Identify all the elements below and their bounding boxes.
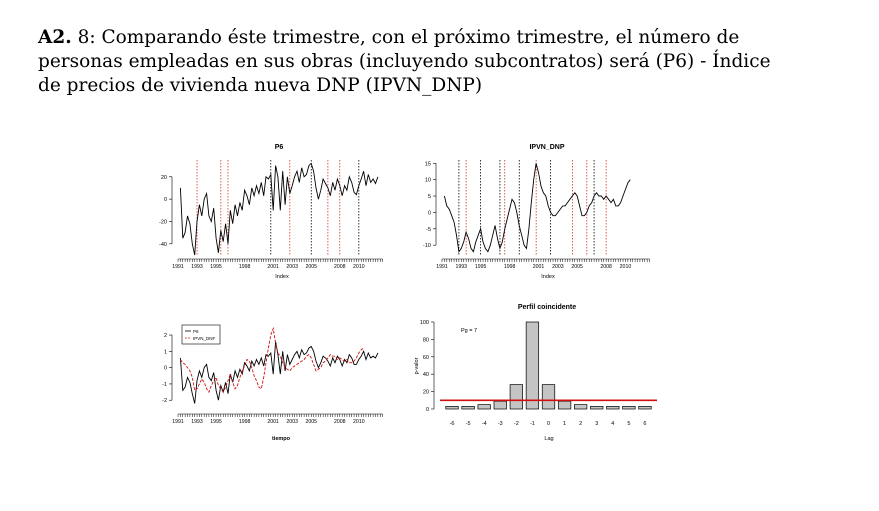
x-axis [450,421,647,427]
x-axis [172,414,382,425]
bar [607,406,620,409]
x-tick-label: 2003 [286,419,298,425]
y-tick-label: -5 [426,226,431,233]
y-tick-label: 80 [422,337,429,344]
x-tick-label: 2003 [552,264,564,270]
legend [182,325,220,344]
series-lines [180,163,378,255]
x-axis-label: Index [275,274,289,280]
x-tick-label: -5 [465,421,471,427]
x-tick-label: 2010 [353,264,365,270]
y-tick-label: 5 [427,194,431,201]
y-tick-label: -10 [423,243,431,250]
bar [510,385,523,409]
x-tick-label: -2 [513,421,519,427]
y-tick-label: 20 [422,389,429,396]
x-tick-label: 1998 [238,264,251,270]
x-tick-label: 1991 [436,264,448,270]
x-tick-label: 1998 [238,419,251,425]
question-text: 8: Comparando éste trimestre, con el próximo trimestre, el número de personas empleadas en sus obras (incluyendo subcontratos) será (P6) - Índice de precios de vivienda nueva DNP (IPVN_DNP) [38,27,771,96]
chart-combined [162,325,383,442]
x-tick-label: 1991 [172,264,184,270]
y-axis-label: p-valor [414,357,420,375]
reference-lines [197,160,359,255]
x-tick-label: 4 [611,421,615,427]
bar [558,401,571,409]
x-tick-label: 2010 [619,264,632,270]
bar [446,406,459,409]
x-axis-label: Index [541,274,555,280]
x-tick-label: 2005 [305,419,318,425]
x-tick-label: 5 [627,421,631,427]
y-axis [159,175,172,248]
series-line-1 [180,342,378,404]
y-tick-label: -1 [162,381,167,388]
reference-lines [459,160,606,255]
chart-p6 [159,144,383,280]
x-tick-label: -6 [449,421,455,427]
series-lines [444,163,630,251]
annotation: Pg = 7 [461,328,478,334]
chart-perfil [414,304,657,442]
x-axis-label: tiempo [271,436,291,442]
x-tick-label: 2005 [305,264,318,270]
x-tick-label: -3 [497,421,503,427]
x-tick-label: 2001 [267,419,279,425]
x-axis [436,259,649,270]
x-tick-label: 1991 [172,419,184,425]
x-tick-label: 1995 [474,264,487,270]
y-axis [162,333,172,404]
x-tick-label: 2008 [334,419,346,425]
y-tick-label: 40 [422,372,429,379]
bars [446,322,651,409]
y-tick-label: 15 [424,161,431,168]
y-tick-label: 10 [424,177,431,184]
y-tick-label: 0 [425,407,429,413]
series-line-1 [444,163,630,251]
y-axis [420,320,434,413]
bar [623,406,636,409]
x-tick-label: 6 [643,421,647,427]
x-tick-label: 2010 [353,419,365,425]
x-tick-label: -1 [529,421,535,427]
y-tick-label: 0 [427,210,431,217]
x-tick-label: 2 [579,421,583,427]
series-line-1 [180,163,378,255]
y-tick-label: 20 [160,174,167,181]
bar [526,322,539,409]
x-tick-label: 2001 [532,264,545,270]
chart-title: Perfil coincidente [517,304,577,311]
x-axis-label: Lag [544,436,554,442]
x-tick-label: 3 [595,421,599,427]
x-tick-label: 2008 [334,264,346,270]
legend-box [182,325,220,344]
y-tick-label: 0 [163,197,167,204]
y-tick-label: 2 [163,333,167,340]
chart-title: IPVN_DNP [529,144,565,151]
bar [639,406,652,409]
x-tick-label: 1995 [210,264,222,270]
bar [590,406,603,409]
x-tick-label: 2001 [267,264,279,270]
chart-ipvn [423,144,650,280]
x-tick-label: 1998 [503,264,516,270]
y-tick-label: 0 [163,365,167,372]
bar [462,406,475,409]
chart-title: P6 [274,144,284,151]
x-tick-label: 1993 [455,264,468,270]
legend-label-p6: P6 [193,329,199,334]
x-tick-label: 1993 [191,264,203,270]
bar [494,401,507,409]
x-tick-label: 1995 [210,419,222,425]
y-tick-label: -40 [159,241,167,248]
x-tick-label: 2003 [286,264,298,270]
x-tick-label: 0 [546,421,551,427]
x-tick-label: 1 [563,421,567,427]
y-tick-label: 1 [163,349,167,356]
question-id: A2. [38,27,72,48]
x-tick-label: 1993 [191,419,203,425]
x-tick-label: -4 [481,421,487,427]
y-tick-label: 60 [422,354,429,361]
bar [574,405,587,409]
y-tick-label: -2 [162,398,167,405]
y-tick-label: -20 [159,219,167,226]
y-axis [423,161,436,249]
y-tick-label: 100 [419,320,429,326]
x-tick-label: 2005 [571,264,583,270]
x-tick-label: 2008 [600,264,612,270]
bar [478,405,491,409]
bar [542,385,555,409]
x-axis [172,259,382,270]
legend-label-ipvn: IPVN_DNF [193,336,216,341]
